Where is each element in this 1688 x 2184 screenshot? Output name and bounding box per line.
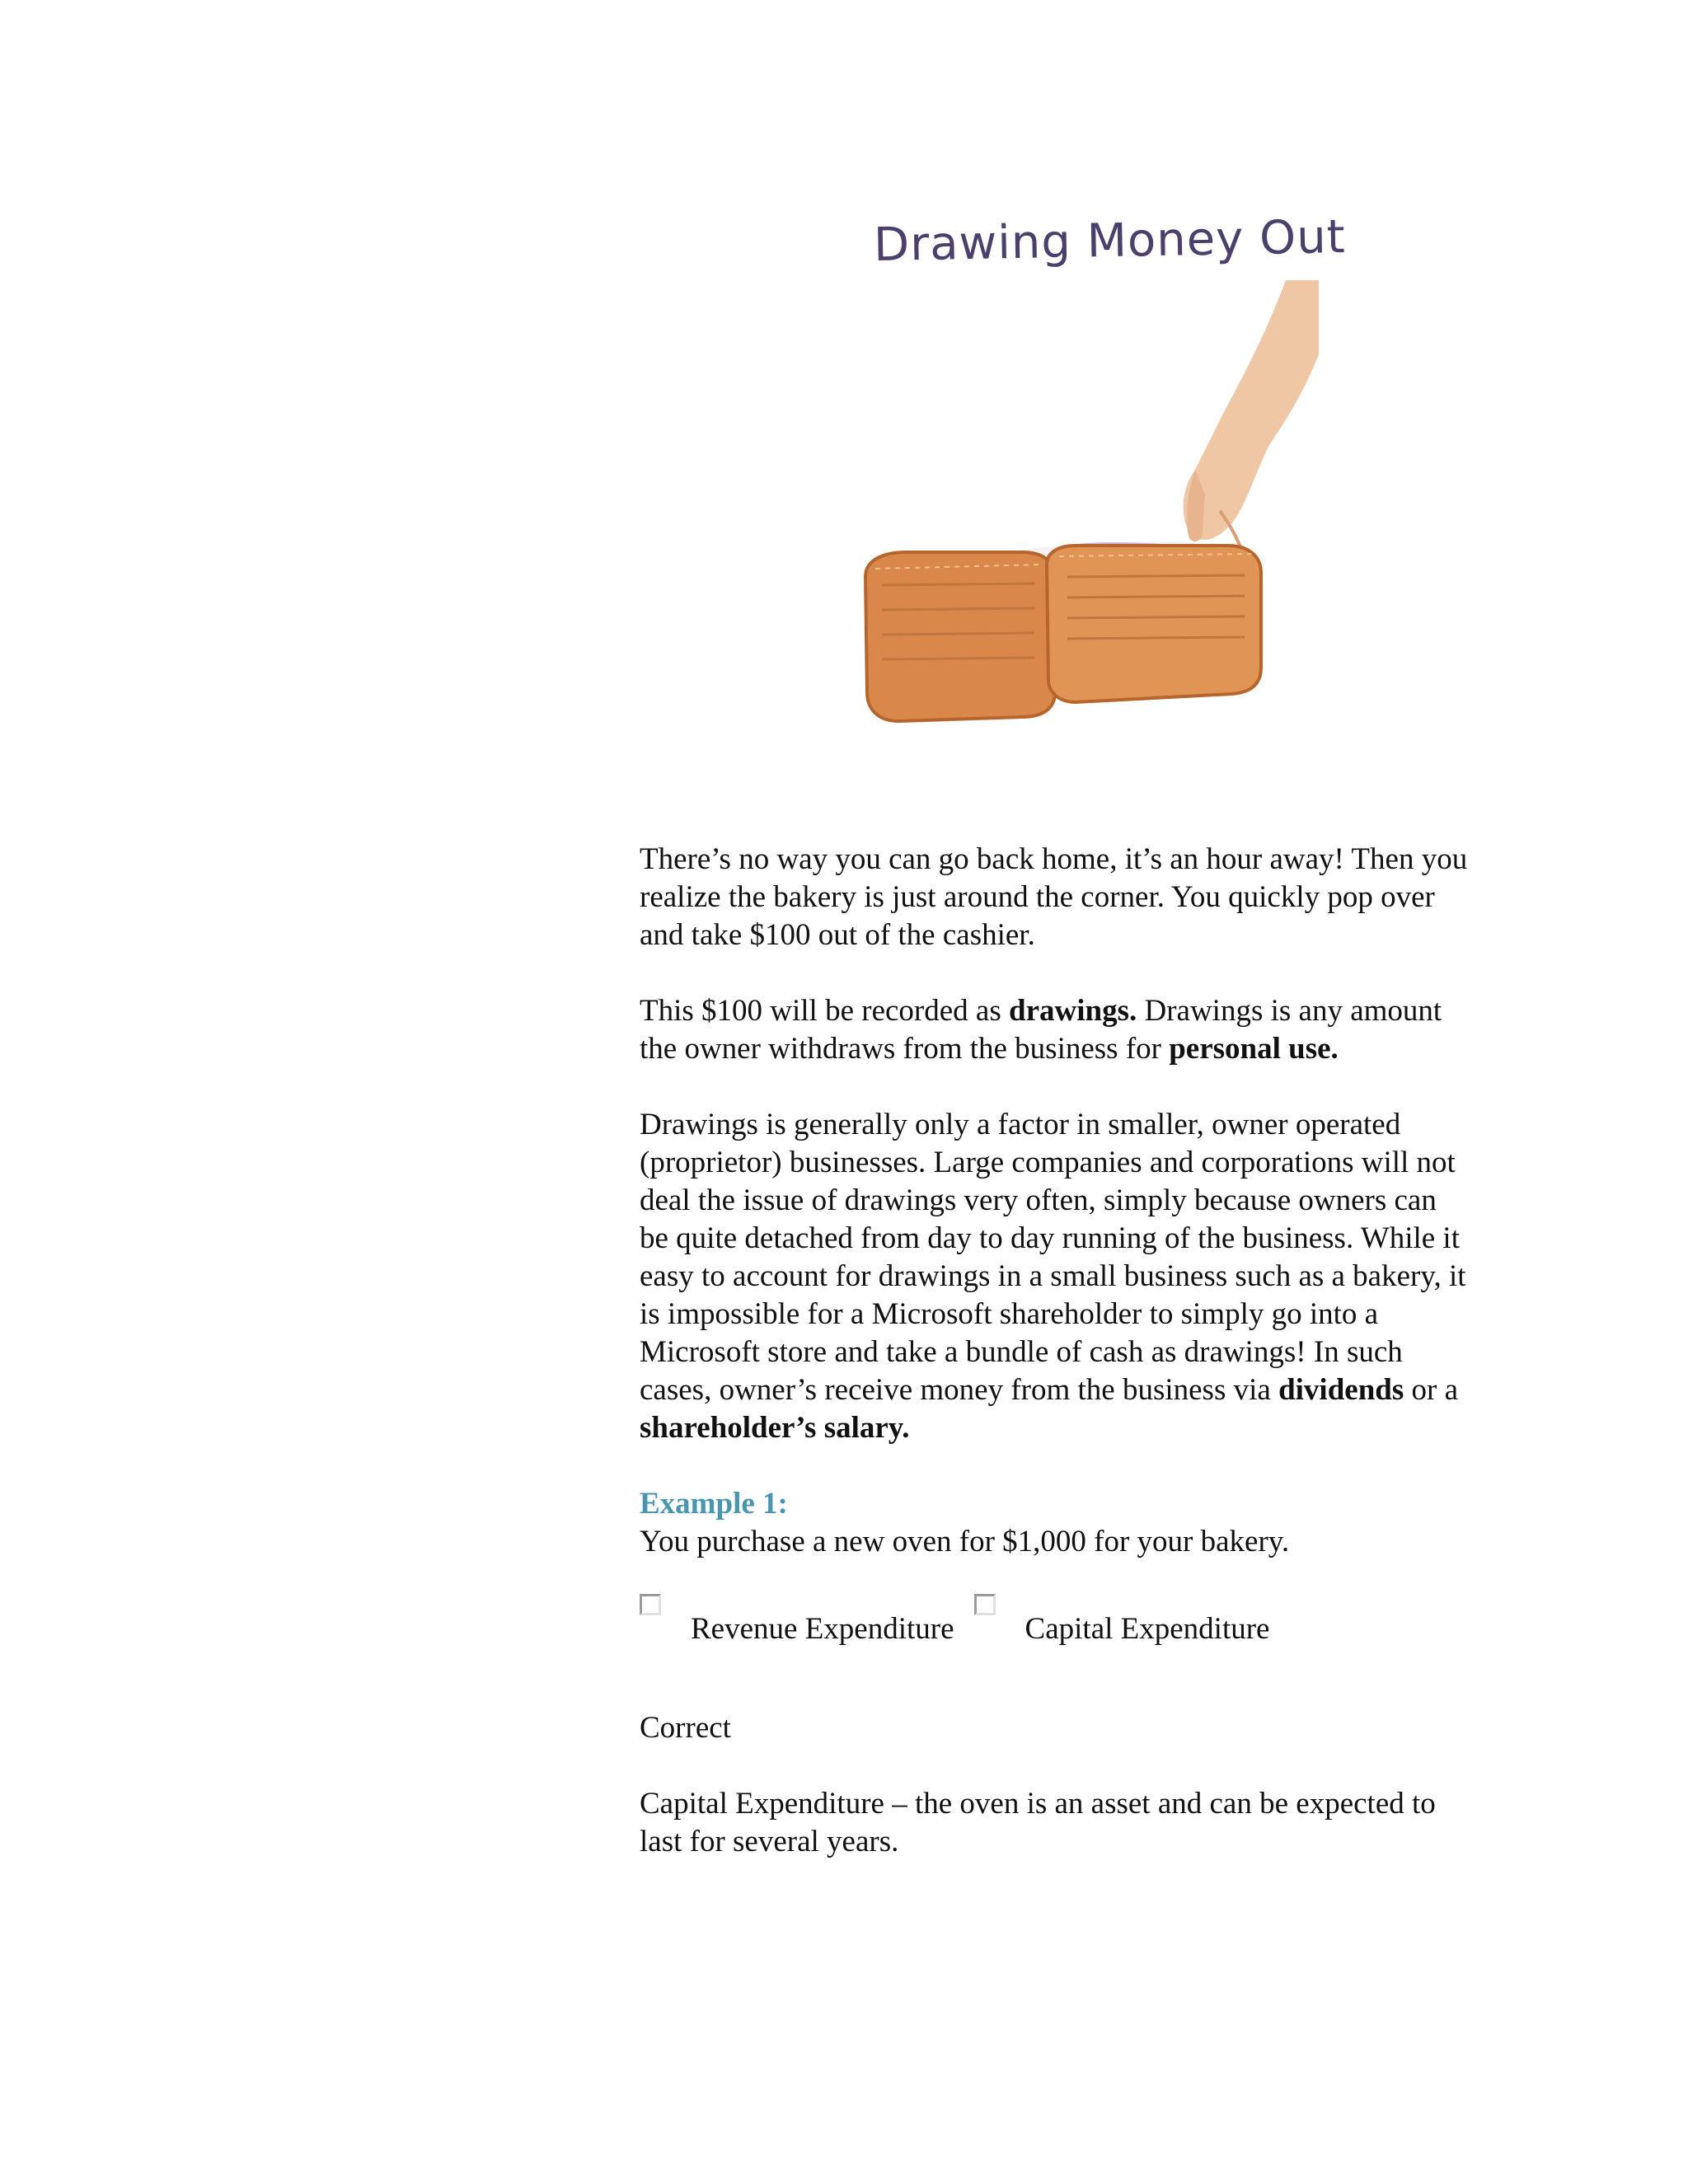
example-heading: Example 1: (640, 1487, 788, 1521)
wallet-illustration (857, 206, 1347, 733)
illustration-title: Drawing Money Out (873, 210, 1347, 272)
answer-result: Correct (640, 1711, 731, 1745)
revenue-expenditure-checkbox[interactable] (640, 1594, 661, 1615)
option-capital-expenditure[interactable] (974, 1594, 1270, 1648)
personal-use-term: personal use. (1169, 1032, 1339, 1066)
drawings-text-2: Drawings is any amount the owner withdraws from the business for (640, 994, 1442, 1066)
option-label: Capital Expenditure (1025, 1612, 1270, 1646)
explanation-text-2: or a (1404, 1373, 1459, 1407)
answer-explanation: Capital Expenditure – the oven is an asset and can be expected to last for several years. (640, 1787, 1436, 1858)
drawings-term: drawings. (1009, 994, 1137, 1028)
shareholder-salary-term: shareholder’s salary. (640, 1411, 910, 1445)
main-content (640, 841, 1472, 1899)
drawings-explanation-paragraph (640, 1106, 1472, 1447)
wallet-hand-image (857, 280, 1319, 725)
drawings-text: This $100 will be recorded as (640, 994, 1009, 1028)
option-revenue-expenditure[interactable] (640, 1594, 954, 1648)
answer-options (640, 1594, 1472, 1652)
drawings-definition-paragraph (640, 992, 1472, 1068)
capital-expenditure-checkbox[interactable] (974, 1594, 996, 1615)
option-label: Revenue Expenditure (691, 1612, 954, 1646)
explanation-text: Drawings is generally only a factor in smaller, owner operated (proprietor) businesses. Large companies and corporations will not deal the issue of drawings very often, simply because owners can be quite detached from day to day running of the business. While it easy to account for drawings in a small business such as a bakery, it is impossible for a Microsoft shareholder to simply go into a Microsoft store and take a bundle of cash as drawings! In such cases, owner’s receive money from the business via (640, 1108, 1466, 1407)
example-question: You purchase a new oven for $1,000 for your bakery. (640, 1525, 1290, 1558)
intro-paragraph: There’s no way you can go back home, it’s an hour away! Then you realize the bakery is just around the corner. You quickly pop over and take $100 out of the cashier. (640, 842, 1468, 952)
dividends-term: dividends (1278, 1373, 1404, 1407)
